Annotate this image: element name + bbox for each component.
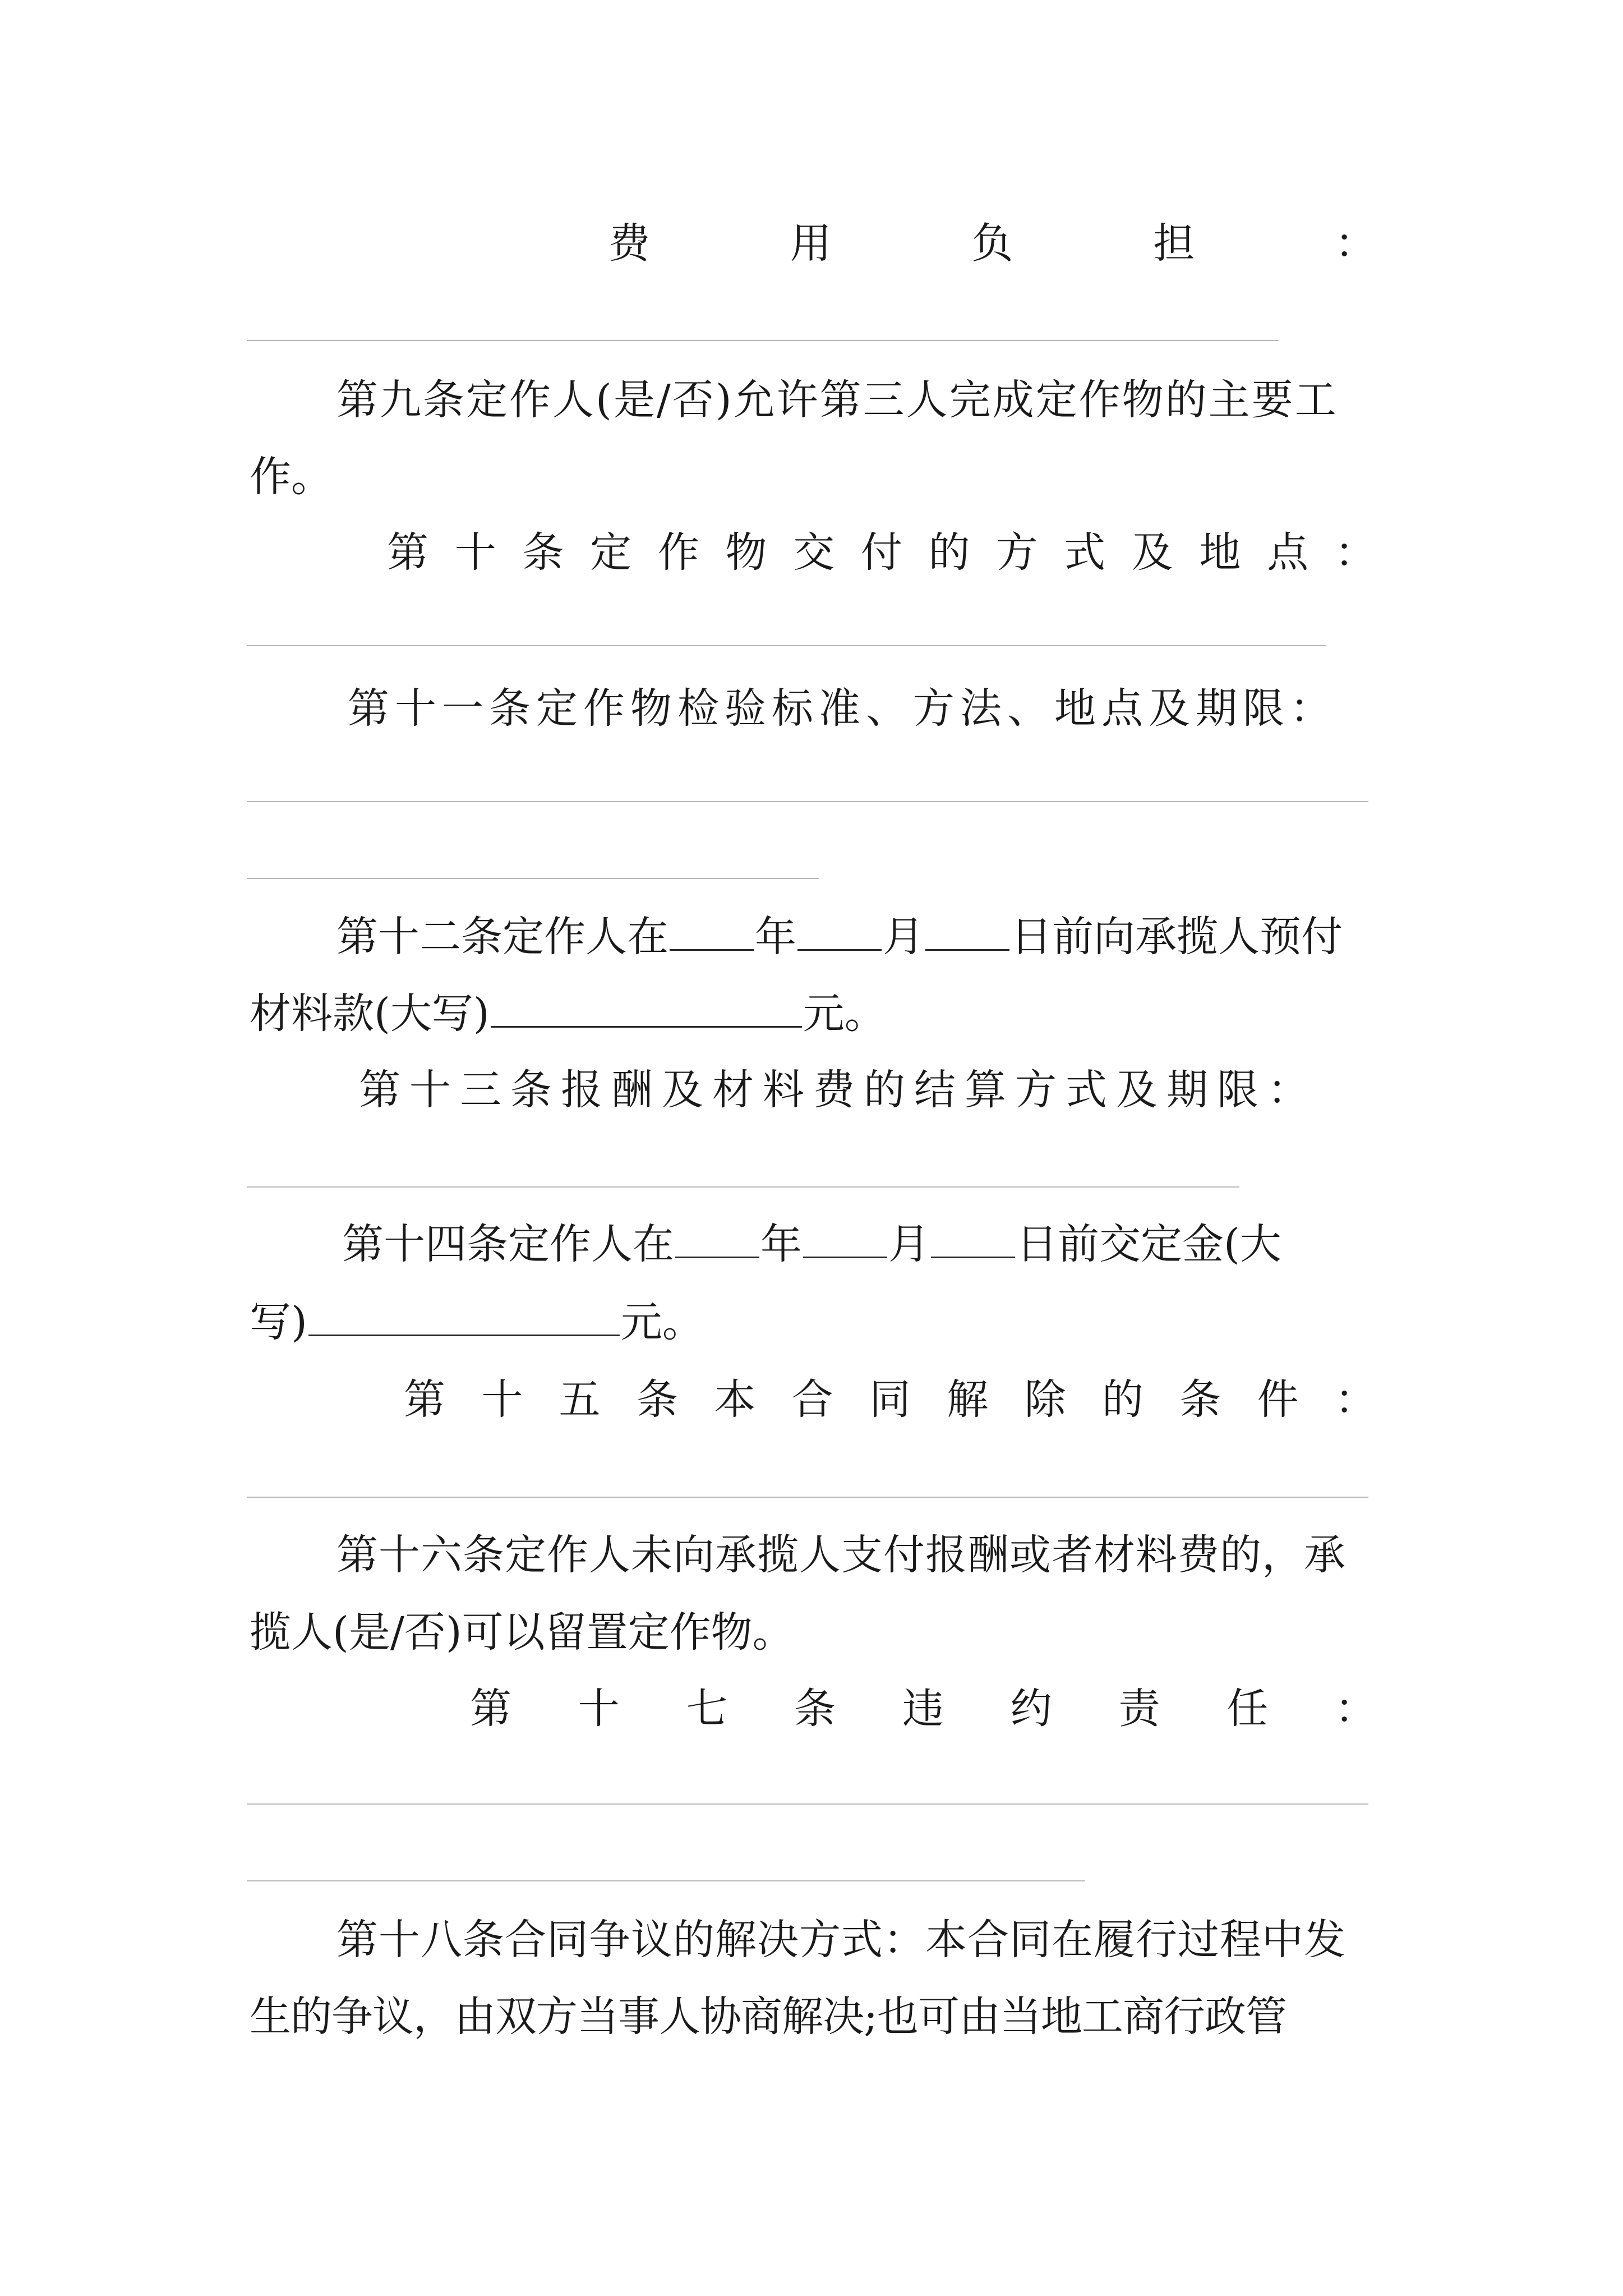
article-9-line-2: 作。 — [250, 453, 333, 501]
char: 违 — [902, 1685, 944, 1733]
char: 费 — [608, 219, 650, 268]
fill-in-line — [247, 1803, 1368, 1805]
article-14-line-1 — [342, 1216, 1281, 1272]
year-label: 年 — [760, 1220, 802, 1268]
char: 第 — [387, 528, 428, 577]
article-12-line-1 — [336, 909, 1343, 965]
year-blank[interactable] — [675, 1216, 759, 1258]
month-label: 月 — [883, 913, 924, 961]
article-12-text-3: 材料款(大写) — [250, 990, 490, 1038]
char: 条 — [636, 1375, 678, 1424]
cost-burden-line — [608, 215, 1376, 272]
article-12-text: 第十二条定作人在 — [336, 913, 668, 961]
fill-in-line — [247, 645, 1326, 646]
article-14-line-2 — [250, 1294, 704, 1350]
char: ： — [1334, 528, 1376, 577]
article-17-line — [470, 1681, 1376, 1737]
article-14-text: 第十四条定作人在 — [342, 1220, 674, 1268]
char: 方 — [996, 528, 1038, 577]
article-14-text-2: 日前交定金(大 — [1016, 1220, 1281, 1268]
fill-in-line — [247, 1186, 1239, 1188]
char: ： — [1335, 219, 1376, 268]
char: 解 — [947, 1375, 989, 1424]
char: 十 — [481, 1375, 523, 1424]
char: 七 — [686, 1685, 728, 1733]
amount-blank[interactable] — [491, 986, 802, 1028]
fill-in-line — [247, 878, 819, 879]
article-10-line — [387, 524, 1376, 581]
char: 第 — [404, 1375, 445, 1424]
month-blank[interactable] — [797, 909, 882, 951]
article-18-line-1: 第十八条合同争议的解决方式：本合同在履行过程中发 — [336, 1916, 1346, 1964]
char: 同 — [869, 1375, 911, 1424]
char: 作 — [657, 528, 699, 577]
char: 物 — [725, 528, 767, 577]
char: 合 — [791, 1375, 833, 1424]
char: 十 — [578, 1685, 620, 1733]
char: 负 — [971, 219, 1013, 268]
article-16-line-2: 揽人(是/否)可以留置定作物。 — [250, 1608, 794, 1657]
char: 地 — [1199, 528, 1241, 577]
year-blank[interactable] — [670, 909, 754, 951]
char: 除 — [1024, 1375, 1066, 1424]
char: 条 — [794, 1685, 836, 1733]
amount-blank[interactable] — [308, 1294, 620, 1336]
yuan-label: 元。 — [803, 990, 886, 1038]
article-9-line-1: 第九条定作人(是/否)允许第三人完成定作物的主要工 — [336, 376, 1338, 424]
char: 约 — [1010, 1685, 1052, 1733]
char: 式 — [1064, 528, 1106, 577]
article-15-line — [404, 1372, 1376, 1428]
char: 五 — [559, 1375, 601, 1424]
year-label: 年 — [755, 913, 796, 961]
char: 的 — [928, 528, 970, 577]
article-12-line-2 — [250, 986, 886, 1042]
char: 担 — [1153, 219, 1195, 268]
char: 用 — [790, 219, 832, 268]
char: 条 — [1179, 1375, 1221, 1424]
char: ： — [1335, 1685, 1376, 1733]
char: 条 — [522, 528, 564, 577]
yuan-label: 元。 — [620, 1298, 704, 1346]
char: 及 — [1131, 528, 1173, 577]
fill-in-line — [247, 340, 1279, 341]
day-blank[interactable] — [931, 1216, 1015, 1258]
article-16-line-1: 第十六条定作人未向承揽人支付报酬或者材料费的，承 — [336, 1531, 1346, 1579]
char: 定 — [590, 528, 632, 577]
article-11-line: 第十一条定作物检验标准、方法、地点及期限： — [348, 684, 1337, 733]
char: 的 — [1101, 1375, 1144, 1424]
day-blank[interactable] — [925, 909, 1009, 951]
char: 本 — [714, 1375, 756, 1424]
fill-in-line — [247, 1880, 1085, 1881]
char: 十 — [454, 528, 496, 577]
month-label: 月 — [888, 1220, 930, 1268]
char: 付 — [860, 528, 902, 577]
char: 交 — [793, 528, 835, 577]
char: ： — [1334, 1375, 1376, 1424]
fill-in-line — [247, 801, 1368, 802]
month-blank[interactable] — [803, 1216, 887, 1258]
char: 任 — [1227, 1685, 1269, 1733]
fill-in-line — [247, 1497, 1368, 1498]
char: 第 — [470, 1685, 511, 1733]
char: 责 — [1118, 1685, 1160, 1733]
article-13-line: 第十三条报酬及材料费的结算方式及期限： — [359, 1066, 1318, 1114]
article-14-text-3: 写) — [250, 1298, 307, 1346]
article-12-text-2: 日前向承揽人预付 — [1011, 913, 1343, 961]
char: 点 — [1267, 528, 1309, 577]
article-18-line-2: 生的争议，由双方当事人协商解决;也可由当地工商行政管 — [250, 1993, 1287, 2041]
char: 件 — [1257, 1375, 1299, 1424]
